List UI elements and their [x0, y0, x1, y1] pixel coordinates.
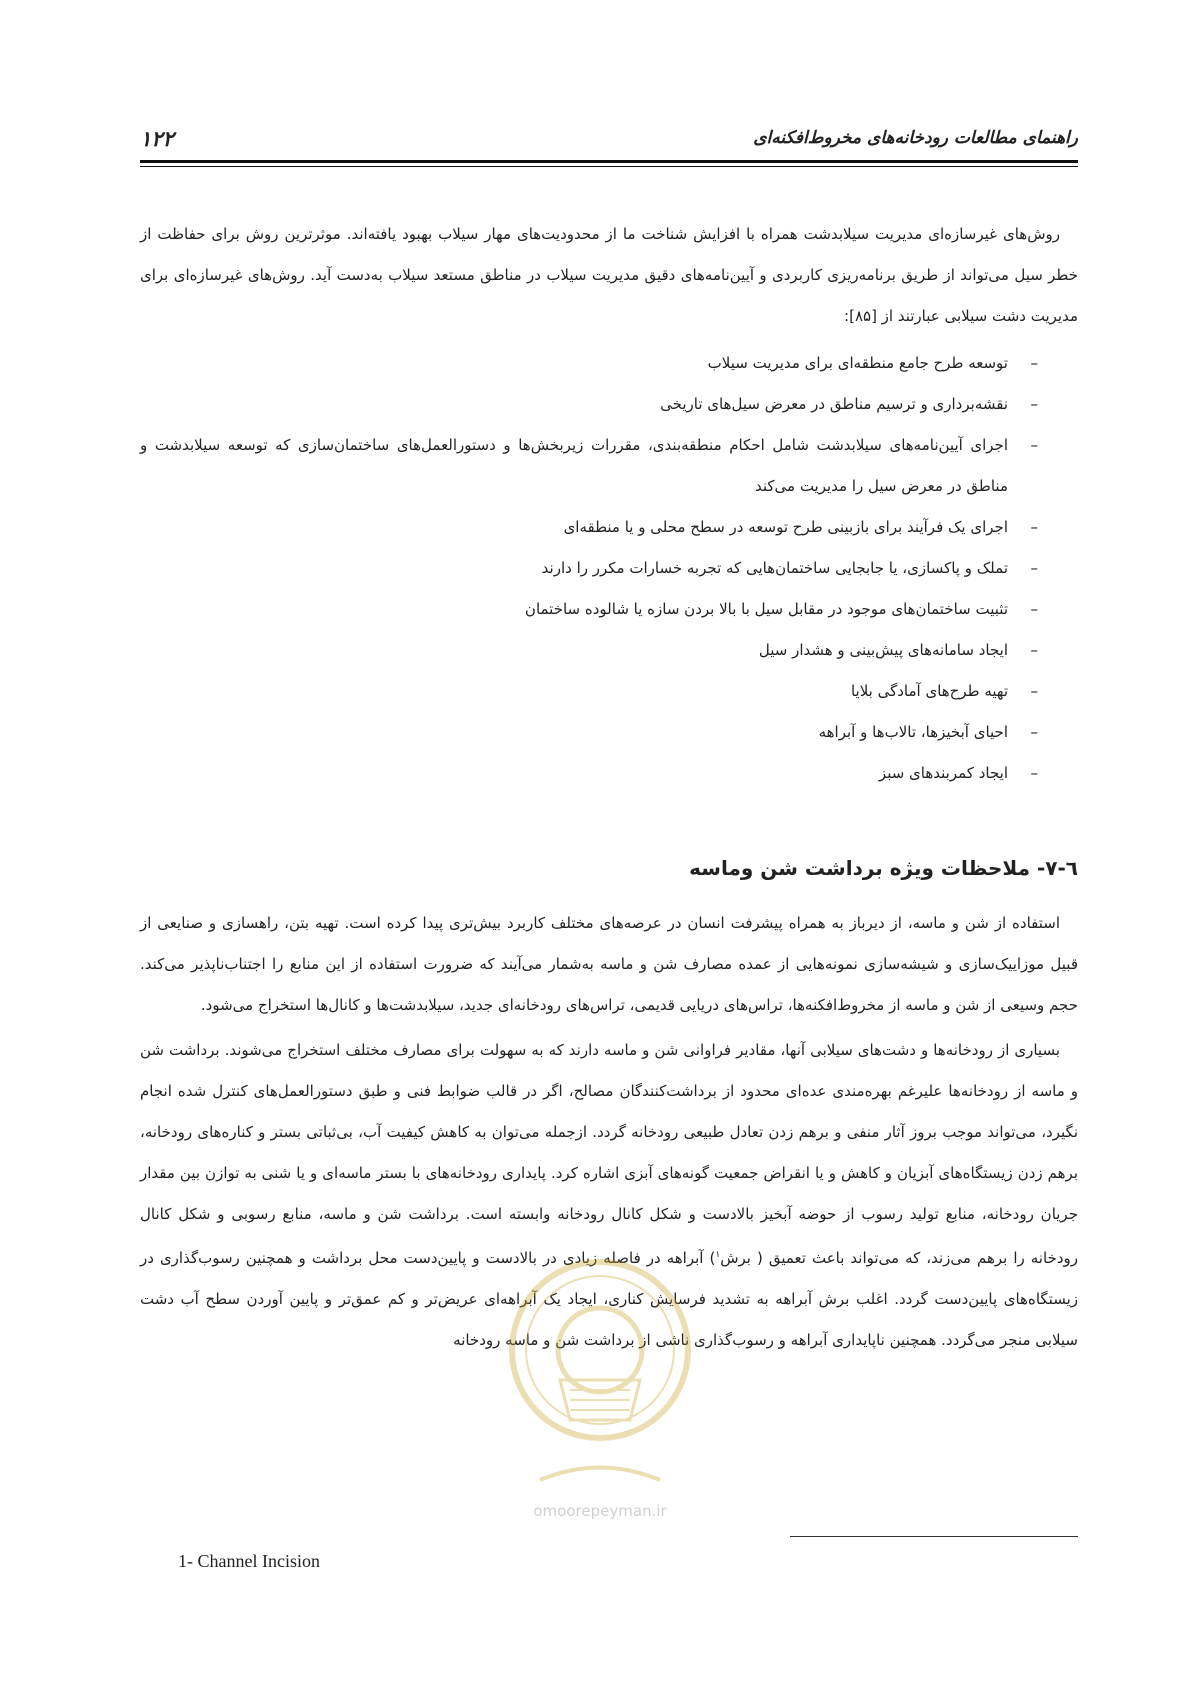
list-item-text: توسعه طرح جامع منطقه‌ای برای مدیریت سیلاب: [707, 354, 1008, 372]
list-item-text: تثبیت ساختمان‌های موجود در مقابل سیل با بالا بردن سازه یا شالوده ساختمان: [524, 600, 1008, 618]
paragraph-text: بسیاری از رودخانه‌ها و دشت‌های سیلابی آنها، مقادیر فراوانی شن و ماسه دارند که به سهولت برای مصارف مختلف استخراج می‌شوند. برداشت شن و ماسه از رودخانه‌ها علیرغم بهره‌مندی عده‌ای محدود از برداشت‌کنندگان مصالح، اگر در قالب ضوابط فنی و طبق دستورالعمل‌های کنترل شده انجام نگیرد، می‌تواند موجب بروز آثار منفی و برهم زدن تعادل طبیعی رودخانه گردد. ازجمله می‌توان به کاهش کیفیت آب، بی‌ثباتی بستر و کناره‌های رودخانه، برهم زدن زیستگاه‌های آبزیان و کاهش و یا انقراض جمعیت گونه‌های آبزی اشاره کرد. پایداری رودخانه‌های با بستر ماسه‌ای و یا شنی به توازن بین مقدار جریان رودخانه، منابع تولید رسوب از حوضه آبخیز بالادست و شکل کانال رودخانه وابسته است. برداشت شن و ماسه، منابع رسوبی و شکل کانال رودخانه را برهم می‌زند، که می‌تواند باعث تعمیق ( برش: [140, 1041, 1078, 1267]
list-item-text: اجرای آیین‌نامه‌های سیلابدشت شامل احکام منطقه‌بندی، مقررات زیربخش‌ها و دستورالعمل‌های ساختمان‌سازی که توسعه سیلابدشت و مناطق در معرض سیل را مدیریت می‌کند: [140, 436, 1008, 495]
bullet-dash: –: [1030, 723, 1038, 741]
footnote: 1- Channel Incision: [178, 1551, 320, 1571]
watermark-seal-icon: [500, 1230, 700, 1500]
paragraph-text: ) آبراهه در فاصله زیادی در بالادست و پایین‌دست محل برداشت و همچنین رسوب‌گذاری در زیستگاه‌های پایین‌دست گردد. اغلب برش آبراهه به تشدید فرسایش کناری، ایجاد یک آبراهه‌ای عریض‌تر و کم عمق‌تر و پایین آوردن سطح آب دشت سیلابی منجر می‌گردد. همچنین ناپایداری آبراهه و رسوب‌گذاری ناشی از برداشت شن و ماسه رودخانه: [140, 1249, 1078, 1349]
section-heading: [140, 856, 1078, 880]
watermark: [500, 1230, 700, 1530]
list-item-text: احیای آبخیزها، تالاب‌ها و آبراهه: [818, 723, 1008, 741]
list-item: [140, 384, 1078, 425]
watermark-label: omoorepeyman.ir: [533, 1502, 667, 1520]
bullet-dash: –: [1030, 559, 1038, 577]
header-rule-thin: [140, 166, 1078, 167]
bullet-dash: –: [1030, 518, 1038, 536]
list-item-text: نقشه‌برداری و ترسیم مناطق در معرض سیل‌های تاریخی: [660, 395, 1008, 413]
intro-paragraph: روش‌های غیرسازه‌ای مدیریت سیلابدشت همراه با افزایش شناخت ما از محدودیت‌های مهار سیلاب بهبود یافته‌اند. موثرترین روش برای حفاظت از خطر سیل می‌تواند از طریق برنامه‌ریزی کاربردی و آیین‌نامه‌های دقیق مدیریت سیلاب در مناطق مستعد سیلاب به‌دست آید. روش‌های غیرسازه‌ای برای مدیریت دشت سیلابی عبارتند از [۸۵]:: [140, 225, 1078, 325]
list-item: [140, 589, 1078, 630]
list-item: [140, 343, 1078, 384]
header-rule-thick: [140, 160, 1078, 163]
section-number: ٦-٧-: [1036, 856, 1078, 880]
page-number: ۱۲۲: [140, 126, 174, 151]
list-item: [140, 507, 1078, 548]
list-item: [140, 671, 1078, 712]
bullet-dash: –: [1030, 354, 1038, 372]
list-item-text: ایجاد سامانه‌های پیش‌بینی و هشدار سیل: [758, 641, 1008, 659]
bullet-dash: –: [1030, 682, 1038, 700]
list-item: [140, 425, 1078, 507]
list-item: [140, 753, 1078, 794]
footnote-reference: ١: [715, 1250, 721, 1260]
list-item-text: تملک و پاکسازی، یا جابجایی ساختمان‌هایی که تجربه خسارات مکرر را دارند: [541, 559, 1008, 577]
footnote-rule: [790, 1536, 1078, 1537]
non-structural-methods-list: [140, 343, 1078, 794]
bullet-dash: –: [1030, 436, 1038, 454]
book-title: راهنمای مطالعات رودخانه‌های مخروط‌افکنه‌ای: [753, 128, 1078, 148]
list-item: [140, 712, 1078, 753]
list-item: [140, 630, 1078, 671]
bullet-dash: –: [1030, 641, 1038, 659]
bullet-dash: –: [1030, 395, 1038, 413]
list-item-text: اجرای یک فرآیند برای بازبینی طرح توسعه در سطح محلی و یا منطقه‌ای: [563, 518, 1008, 536]
list-item-text: ایجاد کمربندهای سبز: [878, 764, 1008, 782]
list-item: [140, 548, 1078, 589]
bullet-dash: –: [1030, 600, 1038, 618]
section-paragraph: استفاده از شن و ماسه، از دیرباز به همراه پیشرفت انسان در عرصه‌های مختلف کاربرد بیش‌تری پیدا کرده است. تهیه بتن، راهسازی و صنایعی از قبیل موزاییک‌سازی و شیشه‌سازی نمونه‌هایی از عمده مصارف شن و ماسه به‌شمار می‌آیند که ضرورت استفاده از این منابع را اجتناب‌ناپذیر می‌کند. حجم وسیعی از شن و ماسه از مخروط‌افکنه‌ها، تراس‌های دریایی قدیمی، تراس‌های رودخانه‌ای جدید، سیلابدشت‌ها و کانال‌ها استخراج می‌شود.: [140, 914, 1078, 1014]
list-item-text: تهیه طرح‌های آمادگی بلایا: [850, 682, 1008, 700]
section-title: ملاحظات ویژه برداشت شن وماسه: [689, 856, 1030, 880]
intro-section: [140, 214, 1078, 337]
bullet-dash: –: [1030, 764, 1038, 782]
